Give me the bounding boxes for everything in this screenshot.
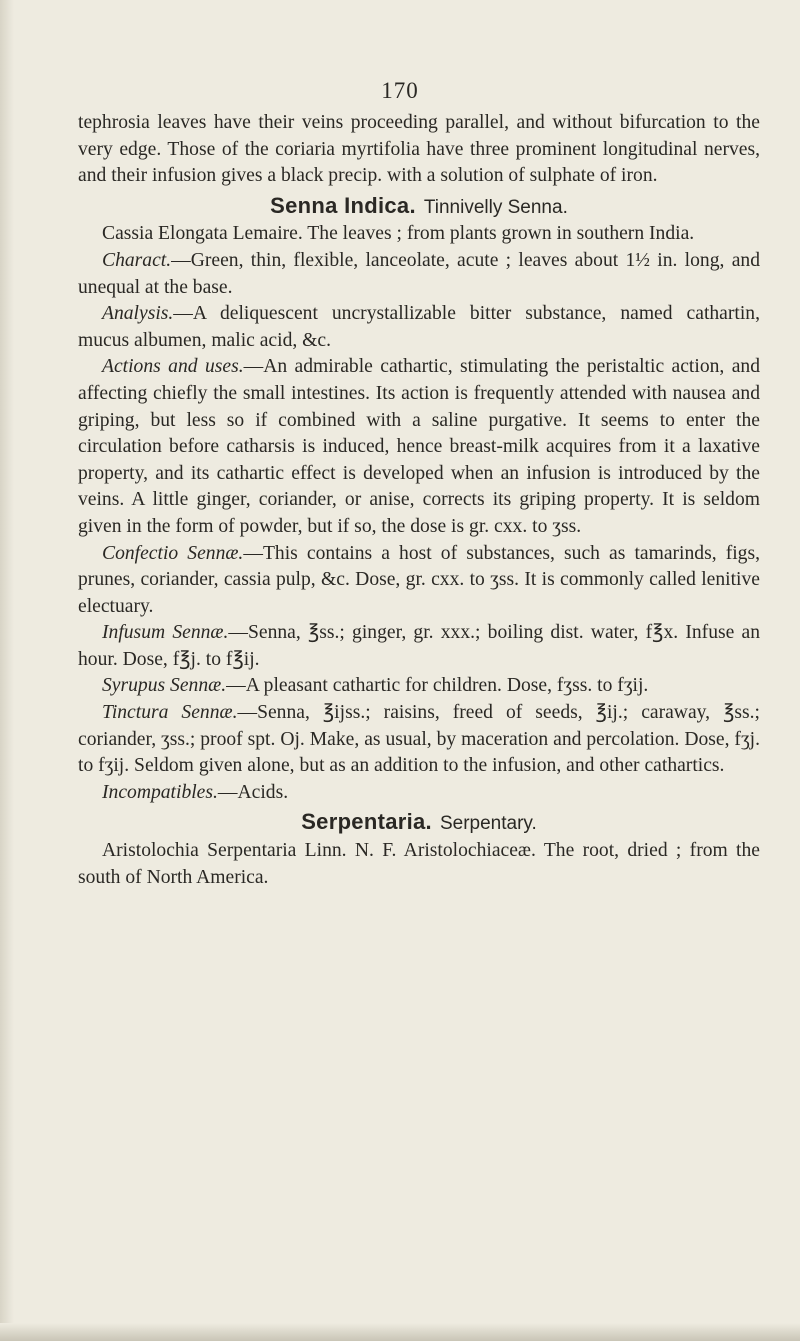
syrupus-text: —A pleasant cathartic for children. Dose, fʒss. to fʒij. <box>226 675 649 697</box>
actions-label: Actions and uses. <box>102 356 244 378</box>
incompat-label: Incompatibles. <box>102 781 218 803</box>
page-shadow-bottom <box>0 1323 800 1341</box>
senna-incompatibles <box>78 780 760 807</box>
tinctura-label: Tinctura Sennæ. <box>102 702 238 724</box>
serpentaria-source: Aristolochia Serpentaria Linn. N. F. Aristolochiaceæ. The root, dried ; from the south of North America. <box>78 840 760 888</box>
syrupus-label: Syrupus Sennæ. <box>102 675 227 697</box>
senna-heading <box>78 193 760 222</box>
senna-analysis <box>78 301 760 354</box>
serpentaria-heading <box>78 809 760 838</box>
senna-confectio <box>78 541 760 621</box>
serpentaria-title: Serpentaria. <box>301 809 432 835</box>
senna-source: Cassia Elongata Lemaire. The leaves ; from plants grown in southern India. <box>102 223 695 245</box>
senna-charact <box>78 248 760 301</box>
analysis-label: Analysis. <box>102 303 174 325</box>
tinctura-text: —Senna, ℥ijss.; raisins, freed of seeds, ℥ij.; caraway, ℥ss.; coriander, ʒss.; proof spt. Oj. Make, as usual, by maceration and percolation. Dose, fʒj. to fʒij. Seldom given alone, but as an addition to the infusion, and other cathartics. <box>78 702 760 777</box>
page-body <box>78 110 760 891</box>
confectio-text: —This contains a host of substances, such as tamarinds, figs, prunes, coriander, cassia pulp, &c. Dose, gr. cxx. to ʒss. It is commonly called lenitive electuary. <box>78 542 760 617</box>
confectio-label: Confectio Sennæ. <box>102 542 244 564</box>
page-number: 170 <box>381 78 419 103</box>
infusum-text: —Senna, ℥ss.; ginger, gr. xxx.; boiling dist. water, f℥x. Infuse an hour. Dose, f℥j. to f℥ij. <box>78 622 760 670</box>
charact-label: Charact. <box>102 249 172 271</box>
charact-text: —Green, thin, flexible, lanceolate, acute ; leaves about 1½ in. long, and unequal at the base. <box>78 249 760 298</box>
serpentaria-subtitle: Serpentary. <box>439 813 537 835</box>
incompat-text: —Acids. <box>217 781 289 803</box>
analysis-text: —A deliquescent uncrystallizable bitter substance, named cathartin, mucus albumen, malic acid, &c. <box>78 303 760 351</box>
senna-tinctura <box>78 700 760 780</box>
infusum-label: Infusum Sennæ. <box>102 622 229 644</box>
senna-title: Senna Indica. <box>270 192 416 218</box>
page-shadow-left <box>0 0 14 1341</box>
senna-subtitle: Tinnivelly Senna. <box>423 196 568 218</box>
intro-paragraph: tephrosia leaves have their veins proceeding parallel, and without bifurcation to the very edge. Those of the coriaria myrtifolia have three prominent longitudinal nerves, and their infusion gives a black precip. with a solution of sulphate of iron. <box>78 112 760 187</box>
senna-syrupus <box>78 673 760 700</box>
senna-actions <box>78 354 760 540</box>
senna-infusum <box>78 620 760 673</box>
actions-text: —An admirable cathartic, stimulating the peristaltic action, and affecting chiefly the small intestines. Its action is frequently attended with nausea and griping, but less so if combined with a saline purgative. It seems to enter the circulation before catharsis is induced, hence breast-milk acquires from it a laxative property, and its cathartic effect is developed when an infusion is introduced by the veins. A little ginger, coriander, or anise, corrects its griping property. It is seldom given in the form of powder, but if so, the dose is gr. cxx. to ʒss. <box>78 356 760 537</box>
